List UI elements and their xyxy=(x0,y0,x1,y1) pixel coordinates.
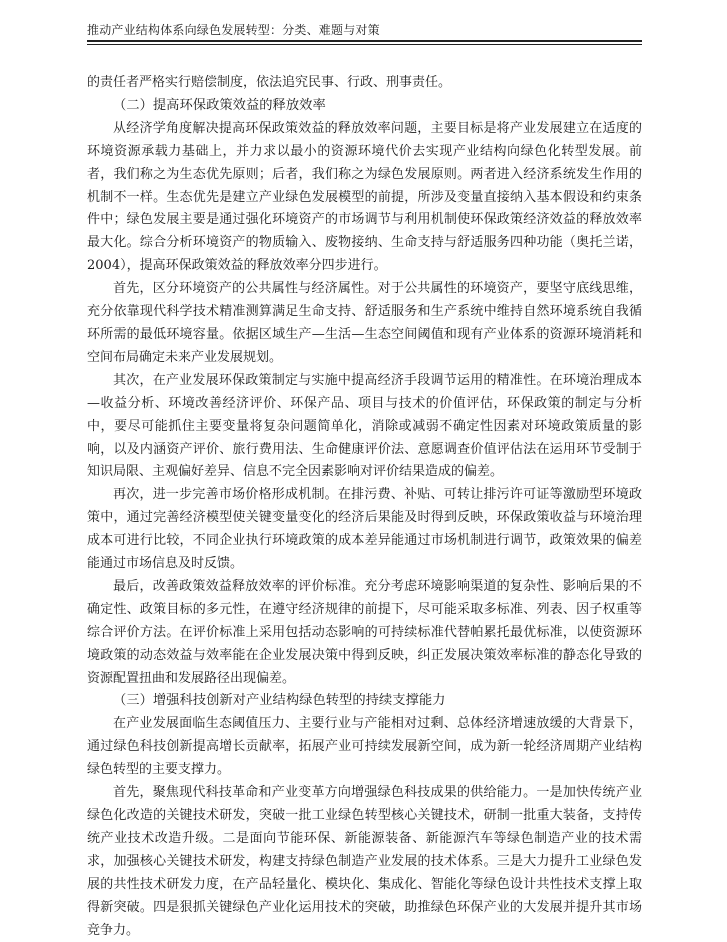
paragraph-economics: 从经济学角度解决提高环保政策效益的释放效率问题，主要目标是将产业发展建立在适度的环境资源承载力基础上，并力求以最小的资源环境代价去实现产业结构向绿色化转型发展。前者，我们称之为生态优先原则；后者，我们称之为绿色发展原则。两者进入经济系统发生作用的机制不一样。生态优先是建立产业绿色发展模型的前提，所涉及变量直接纳入基本假设和约束条件中；绿色发展主要是通过强化环境资产的市场调节与利用机制使环保政策经济效益的释放效率最大化。综合分析环境资产的物质输入、废物接纳、生命支持与舒适服务四种功能（奥托兰诺，2004），提高环保政策效益的释放效率分四步进行。 xyxy=(87,120,642,274)
running-header: 推动产业结构体系向绿色发展转型：分类、难题与对策 xyxy=(87,23,380,37)
body-text xyxy=(87,72,642,942)
paragraph-final-step: 最后，改善政策效益释放效率的评价标准。充分考虑环境影响渠道的复杂性、影响后果的不确定性、政策目标的多元性，在遵守经济规律的前提下，尽可能采取多标准、列表、因子权重等综合评价方法。在评价标准上采用包括动态影响的可持续标准代替帕累托最优标准，以使资源环境政策的动态效益与效率能在企业发展决策中得到反映，纠正发展决策效率标准的静态化导致的资源配置扭曲和发展路径出现偏差。 xyxy=(87,578,642,686)
section-heading-2: （二）提高环保政策效益的释放效率 xyxy=(113,97,326,113)
paragraph-continuation: 的责任者严格实行赔偿制度，依法追究民事、行政、刑事责任。 xyxy=(87,75,452,90)
header-rule-thin xyxy=(87,44,642,45)
paragraph-second-step: 其次，在产业发展环保政策制定与实施中提高经济手段调节运用的精准性。在环境治理成本—收益分析、环境改善经济评价、环保产品、项目与技术的价值评估，环保政策的制定与分析中，要尽可能抓住主要变量将复杂问题简单化，消除或减弱不确定性因素对环境政策质量的影响，以及内涵资产评价、旅行费用法、生命健康评价法、意愿调查价值评估法在运用环节受制于知识局限、主观偏好差异、信息不完全因素影响对评价结果造成的偏差。 xyxy=(87,372,642,480)
section-heading-3: （三）增强科技创新对产业结构绿色转型的持续支撑能力 xyxy=(113,693,446,709)
paragraph-third-step: 再次，进一步完善市场价格形成机制。在排污费、补贴、可转让排污许可证等激励型环境政策中，通过完善经济模型使关键变量变化的经济后果能及时得到反映，环保政策收益与环境治理成本可进行比较，不同企业执行环境政策的成本差异能通过市场机制进行调节，政策效果的偏差能通过市场信息及时反馈。 xyxy=(87,487,642,572)
paragraph-background: 在产业发展面临生态阈值压力、主要行业与产能相对过剩、总体经济增速放缓的大背景下，通过绿色科技创新提高增长贡献率，拓展产业可持续发展新空间，成为新一轮经济周期产业结构绿色转型的主要支撑力。 xyxy=(87,716,642,778)
paragraph-tech-supply: 首先，聚焦现代科技革命和产业变革方向增强绿色科技成果的供给能力。一是加快传统产业绿色化改造的关键技术研发，突破一批工业绿色转型核心关键技术，研制一批重大装备，支持传统产业技术改造升级。二是面向节能环保、新能源装备、新能源汽车等绿色制造产业的技术需求，加强核心关键技术研发，构建支持绿色制造产业发展的技术体系。三是大力提升工业绿色发展的共性技术研发力度，在产品轻量化、模块化、集成化、智能化等绿色设计共性技术支撑上取得新突破。四是狠抓关键绿色产业化运用技术的突破，助推绿色环保产业的大发展并提升其市场竞争力。 xyxy=(87,785,642,938)
header-rule-thick xyxy=(87,40,642,42)
paragraph-first-step: 首先，区分环境资产的公共属性与经济属性。对于公共属性的环境资产，要坚守底线思维，充分依靠现代科学技术精准测算满足生命支持、舒适服务和生产系统中维持自然环境系统自我循环所需的最低环境容量。依据区域生产—生活—生态空间阈值和现有产业体系的资源环境消耗和空间布局确定未来产业发展规划。 xyxy=(87,281,642,365)
